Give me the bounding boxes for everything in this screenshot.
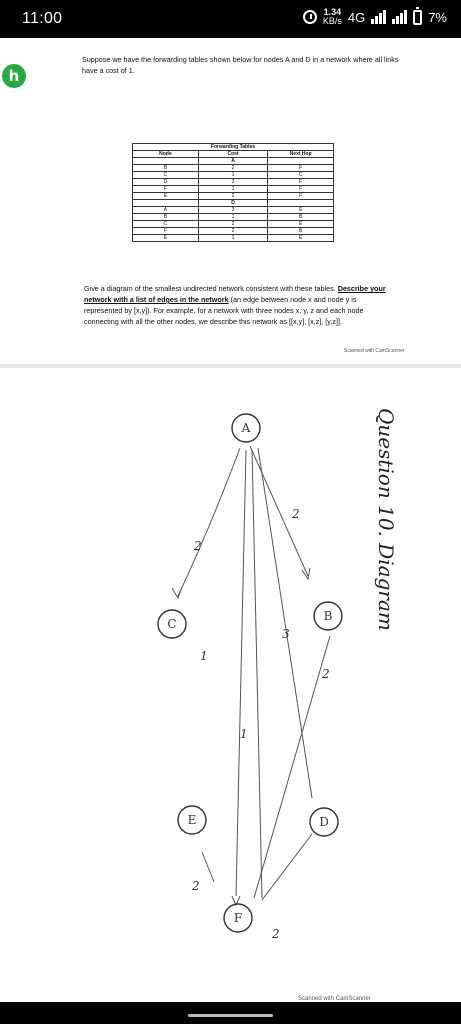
edge-label: 2: [272, 927, 280, 941]
cell: E: [133, 235, 199, 242]
table-row: [133, 186, 334, 193]
cell: D: [198, 200, 268, 207]
navigation-bar: [0, 1002, 461, 1024]
node-label: E: [187, 813, 197, 827]
cell: D: [133, 179, 199, 186]
node-label: B: [323, 609, 333, 623]
diagram-caption: [376, 408, 406, 648]
edge-label: 1: [240, 727, 248, 741]
table-row: [133, 193, 334, 200]
table-row: [133, 172, 334, 179]
table-title: Forwarding Tables: [133, 144, 334, 151]
network-speed: [323, 8, 342, 26]
header-cost: Cost: [198, 151, 268, 158]
scanner-watermark-2: Scanned with CamScanner: [298, 996, 371, 1002]
cell: F: [268, 186, 334, 193]
cell: 3: [198, 207, 268, 214]
cell: [268, 158, 334, 165]
cell: C: [268, 172, 334, 179]
cell: F: [268, 179, 334, 186]
scanner-watermark: Scanned with CamScanner: [344, 348, 405, 354]
edge-a-f: [236, 450, 246, 896]
signal-icon: [371, 10, 386, 24]
cell: C: [133, 172, 199, 179]
signal-icon-2: [392, 10, 407, 24]
diagram-edges: [172, 446, 330, 905]
cell: 2: [198, 165, 268, 172]
diagram-caption-text: Question 10. Diagram: [374, 408, 398, 631]
cell: A: [133, 207, 199, 214]
forwarding-table: [132, 143, 334, 242]
edge-label: 2: [292, 507, 300, 521]
cell: [133, 200, 199, 207]
cell: B: [268, 214, 334, 221]
node-label: A: [241, 421, 251, 435]
table-row: [133, 207, 334, 214]
cell: A: [198, 158, 268, 165]
node-label: F: [233, 911, 243, 925]
table-row: [133, 200, 334, 207]
cell: [268, 200, 334, 207]
edge-a-d: [258, 448, 312, 798]
header-next-hop: Next Hop: [268, 151, 334, 158]
question-line-2: (an edge between node x and node y is represented by [x,y]). For example, for a network with three nodes x, y, z and each node connecting with all the other nodes, we describe this network as [[x,y], [x,z], [y,z]].: [84, 295, 364, 326]
home-indicator[interactable]: [188, 1014, 273, 1017]
network-speed-unit: KB/s: [322, 16, 342, 26]
edge-label: 1: [200, 649, 208, 663]
cell: 2: [198, 228, 268, 235]
document-page-1: [0, 38, 461, 364]
cell: E: [133, 193, 199, 200]
table-row: [133, 228, 334, 235]
cell: F: [268, 193, 334, 200]
question-line-1: Give a diagram of the smallest undirected network consistent with these tables.: [84, 284, 336, 293]
status-icons: [303, 8, 447, 26]
cell: 1: [198, 172, 268, 179]
intro-text: Suppose we have the forwarding tables shown below for nodes A and D in a network where all links have a cost of 1.: [82, 55, 399, 75]
cell: 3: [198, 179, 268, 186]
diagram-node-labels: [167, 421, 332, 925]
battery-percent: 7%: [428, 9, 447, 25]
edge-label: 2: [192, 879, 200, 893]
cell: B: [268, 228, 334, 235]
question-underlined: Describe your network with a list of edges in the network: [84, 284, 386, 304]
cell: F: [133, 228, 199, 235]
network-speed-value: 1.34: [323, 7, 342, 17]
network-type: 4G: [347, 9, 366, 25]
edge-label: 2: [194, 539, 202, 553]
edge-e-f: [202, 852, 214, 882]
node-label: D: [319, 815, 329, 829]
table-header-row: [133, 151, 334, 158]
cell: 1: [198, 186, 268, 193]
node-label: C: [167, 617, 177, 631]
arrow-head: [302, 568, 310, 579]
cell: B: [133, 165, 199, 172]
cell: 2: [198, 221, 268, 228]
table-row: [133, 221, 334, 228]
table-row: [133, 179, 334, 186]
table-row: [133, 158, 334, 165]
arrow-head: [172, 587, 182, 598]
battery-icon: [413, 10, 422, 25]
document-page-2: [0, 368, 461, 1002]
table-row: [133, 235, 334, 242]
cell: F: [268, 165, 334, 172]
edge-label: 2: [322, 667, 330, 681]
cell: E: [268, 221, 334, 228]
cell: 1: [198, 214, 268, 221]
table-title-row: [133, 144, 334, 151]
table-row: [133, 165, 334, 172]
edge-a-c: [178, 448, 240, 596]
cell: 1: [198, 235, 268, 242]
edge-a-f-2: [252, 450, 262, 898]
status-time: 11:00: [22, 10, 63, 27]
status-bar: [0, 0, 461, 38]
diagram-nodes: [158, 414, 342, 932]
cell: 2: [198, 193, 268, 200]
cell: [133, 158, 199, 165]
cell: C: [133, 221, 199, 228]
alarm-icon: [303, 10, 317, 24]
edge-label: 3: [282, 627, 290, 641]
cell: B: [133, 214, 199, 221]
app-logo-icon[interactable]: h: [2, 64, 26, 88]
edge-b-f: [254, 636, 330, 898]
cell: E: [268, 235, 334, 242]
question-text: [84, 283, 394, 327]
header-node: Node: [133, 151, 199, 158]
cell: F: [133, 186, 199, 193]
table-row: [133, 214, 334, 221]
cell: E: [268, 207, 334, 214]
